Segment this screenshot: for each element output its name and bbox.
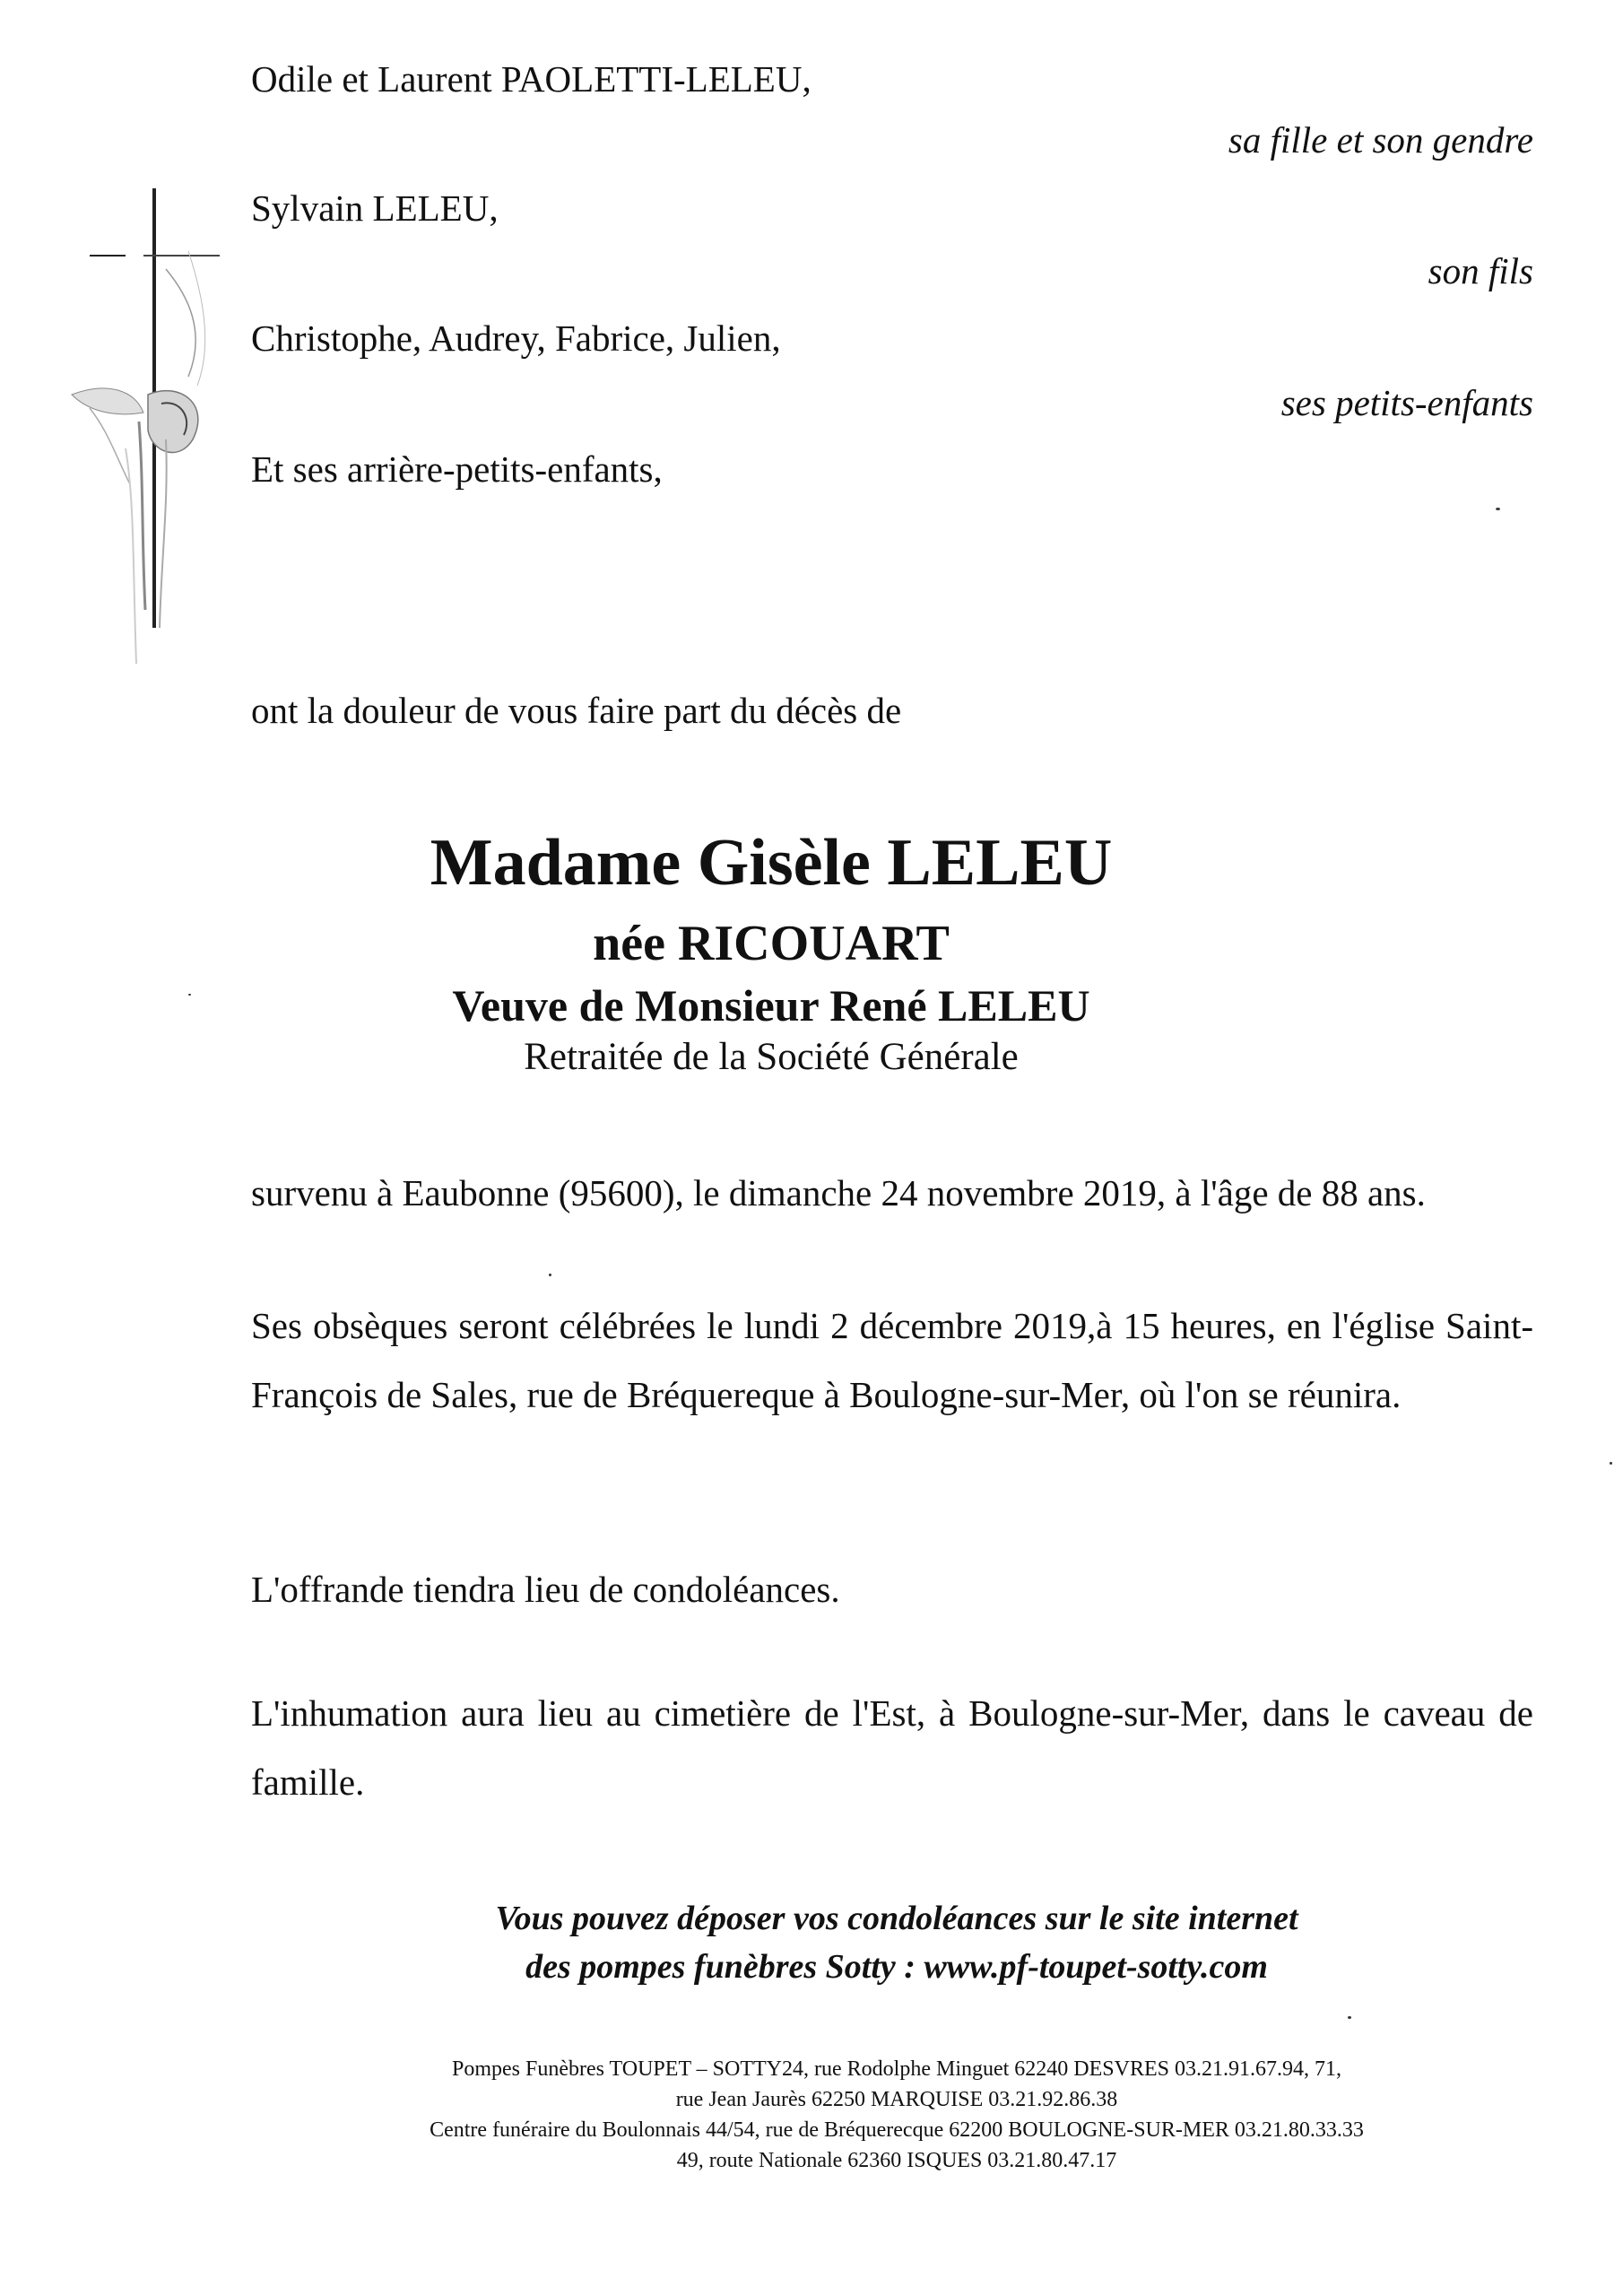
death-paragraph: survenu à Eaubonne (95600), le dimanche 24 novembre 2019, à l'âge de 88 ans. (251, 1172, 1426, 1213)
deceased-widow-line: Veuve de Monsieur René LELEU (452, 980, 1090, 1031)
cross-lily-icon (54, 161, 233, 700)
deceased-maiden-name: née RICOUART (593, 916, 950, 971)
announcement: ont la douleur de vous faire part du décès de (251, 690, 902, 731)
family-relation-1: sa fille et son gendre (1228, 119, 1533, 161)
family-relation-3: ses petits-enfants (1280, 382, 1533, 423)
website-note-line-2: des pompes funèbres Sotty : www.pf-toupet-sotty.com (525, 1948, 1268, 1986)
scan-speck (1348, 2016, 1351, 2019)
offering-paragraph: L'offrande tiendra lieu de condoléances. (251, 1569, 840, 1610)
deceased-occupation: Retraitée de la Société Générale (524, 1036, 1019, 1078)
footer-line-4: 49, route Nationale 62360 ISQUES 03.21.80.47.17 (676, 2149, 1117, 2172)
family-name-2: Sylvain LELEU, (251, 187, 499, 229)
footer-line-1: Pompes Funèbres TOUPET – SOTTY24, rue Rodolphe Minguet 62240 DESVRES 03.21.91.67.94, 71, (451, 2057, 1341, 2081)
deceased-name: Madame Gisèle LELEU (430, 826, 1113, 900)
footer-line-2: rue Jean Jaurès 62250 MARQUISE 03.21.92.86.38 (675, 2088, 1118, 2111)
footer-line-3: Centre funéraire du Boulonnais 44/54, rue de Bréquerecque 62200 BOULOGNE-SUR-MER 03.21.80.33.33 (430, 2118, 1364, 2142)
website-note-line-1: Vous pouvez déposer vos condoléances sur le site internet (495, 1900, 1298, 1937)
scan-speck (1610, 1462, 1612, 1465)
scan-speck (1496, 508, 1500, 510)
burial-paragraph: L'inhumation aura lieu au cimetière de l'Est, à Boulogne-sur-Mer, dans le caveau de famille. (251, 1692, 1533, 1803)
family-name-3: Christophe, Audrey, Fabrice, Julien, (251, 317, 781, 359)
family-relation-2: son fils (1428, 250, 1533, 291)
scan-speck (188, 994, 191, 996)
scan-speck (549, 1274, 551, 1276)
family-name-4: Et ses arrière-petits-enfants, (251, 448, 663, 490)
funeral-paragraph: Ses obsèques seront célébrées le lundi 2 décembre 2019,à 15 heures, en l'église Saint-François de Sales, rue de Bréquereque à Boulogne-sur-Mer, où l'on se réunira. (251, 1305, 1533, 1415)
family-name-1: Odile et Laurent PAOLETTI-LELEU, (251, 58, 812, 100)
